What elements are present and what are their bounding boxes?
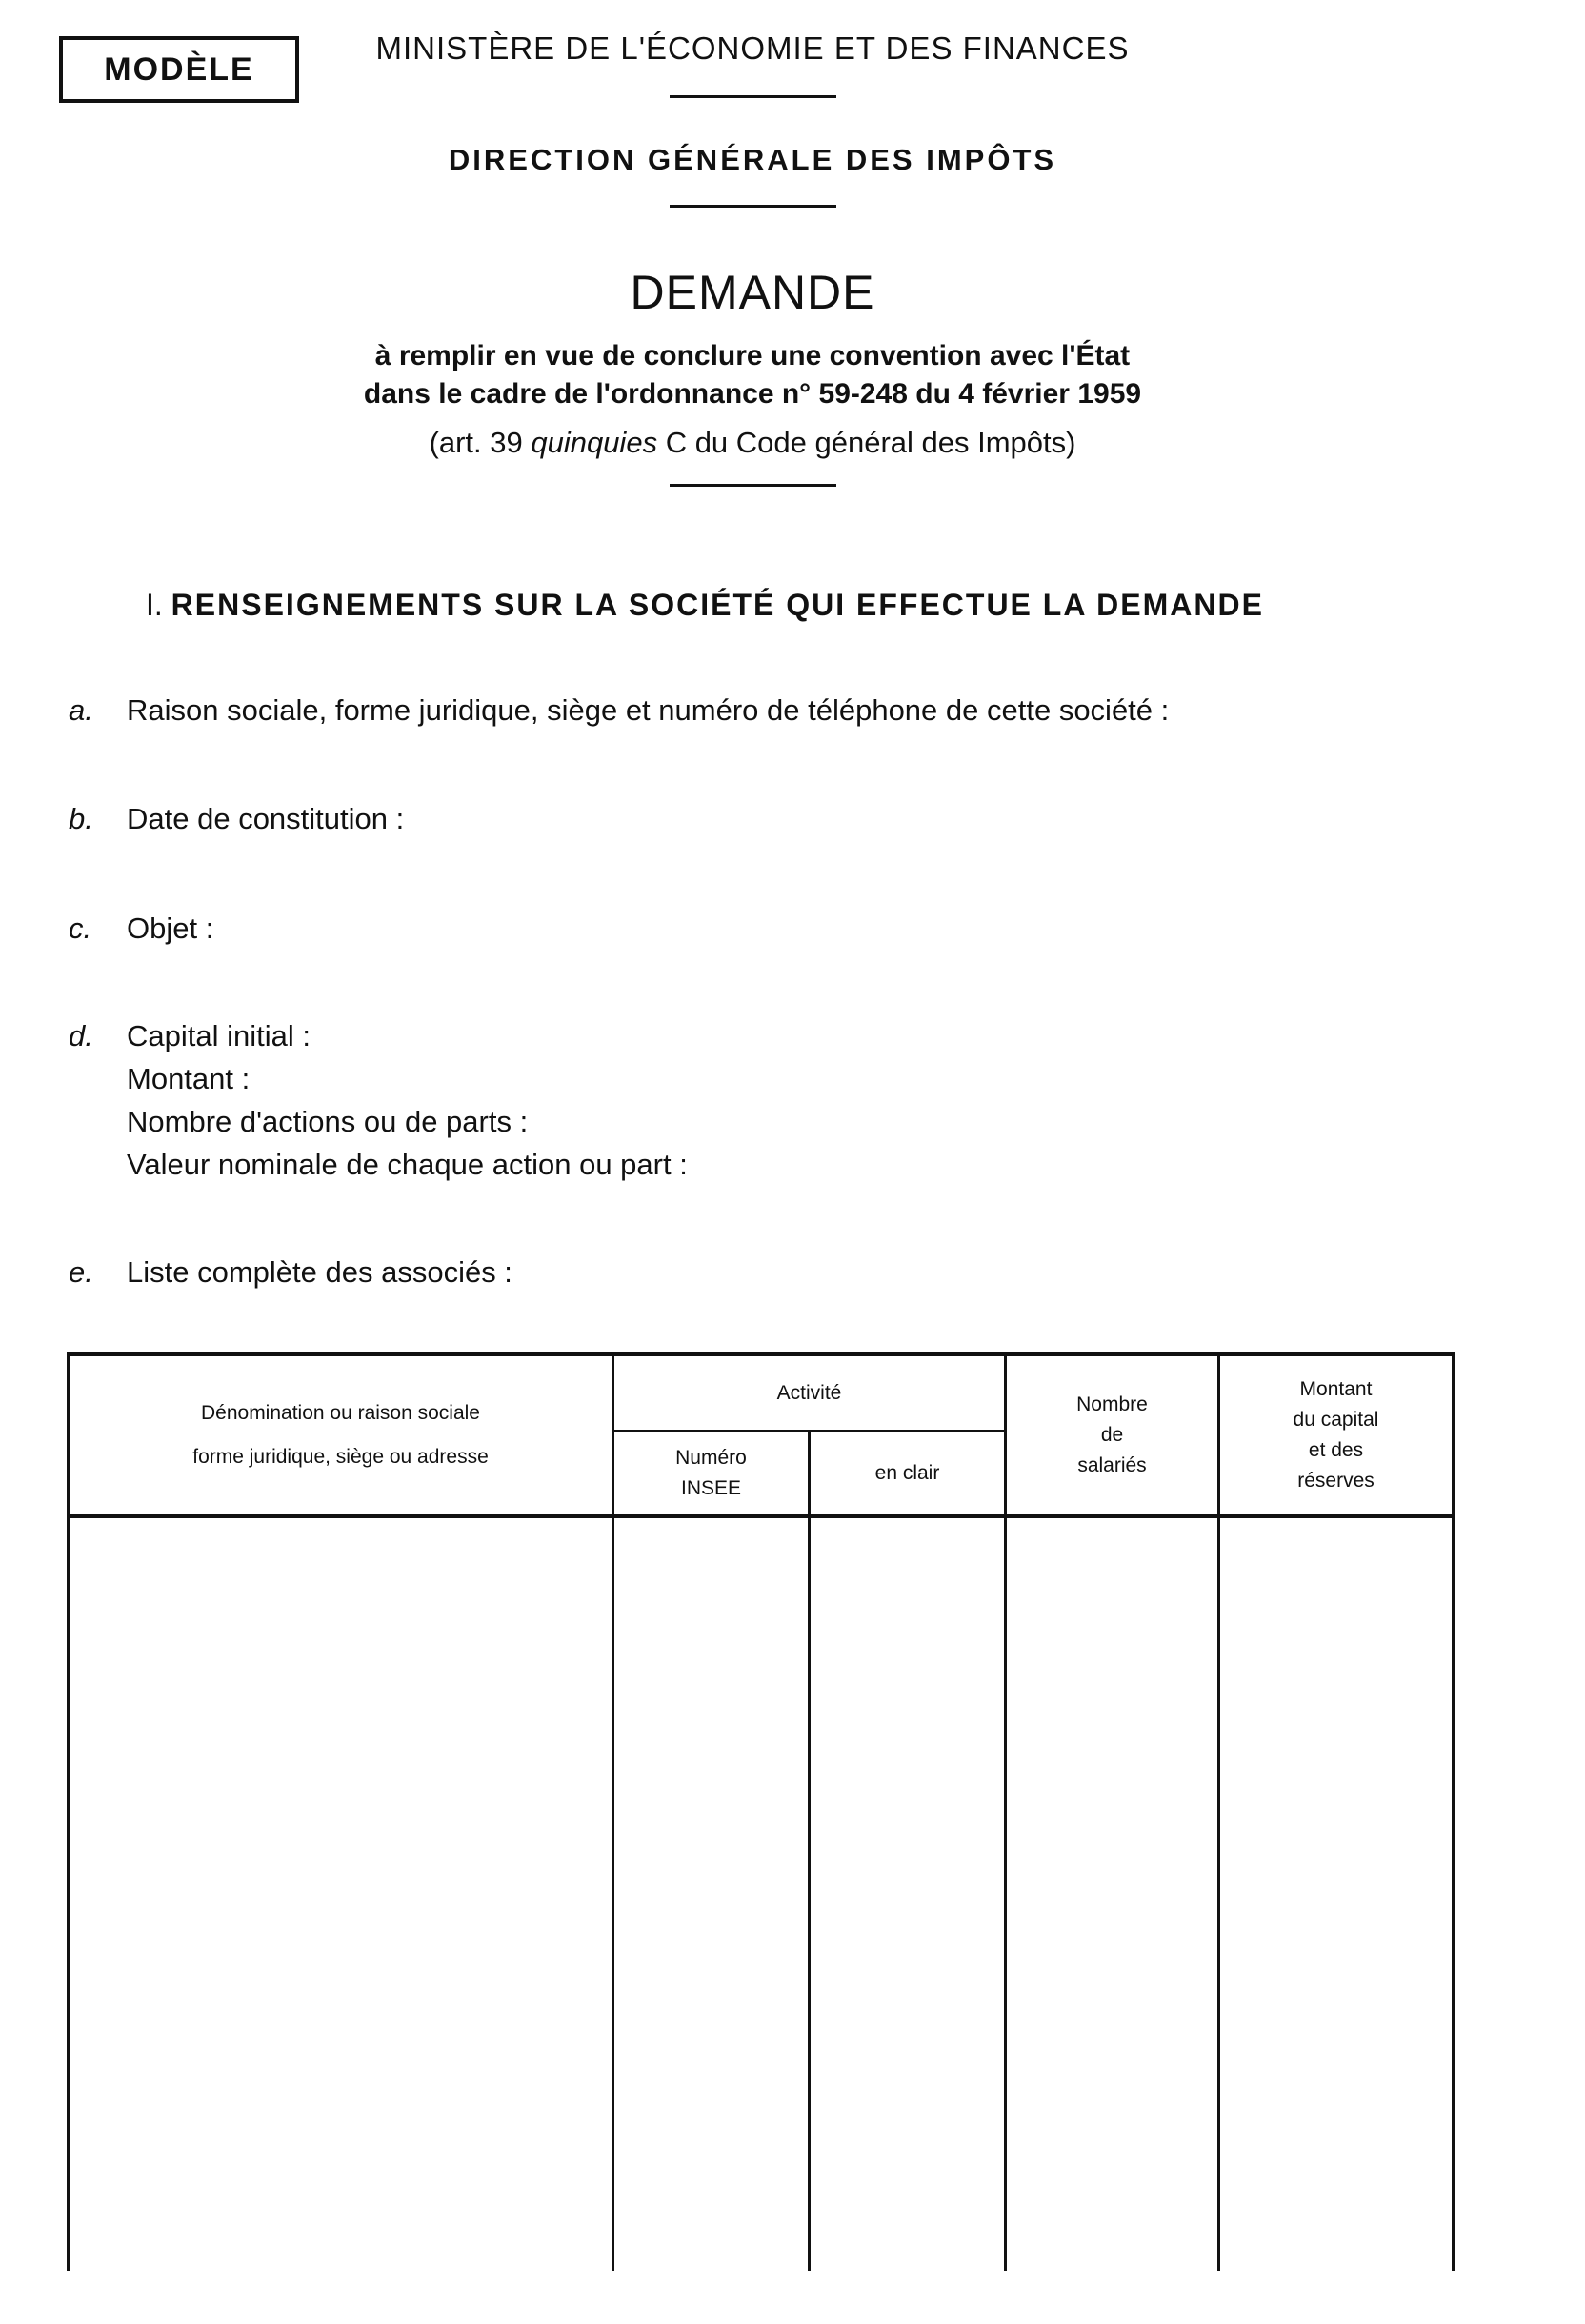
table-row [69,1516,1454,2271]
item-b-letter: b. [69,802,93,835]
header-numero-insee [613,1431,810,1516]
subtitle-line-3-italic: quinquies [531,426,658,459]
ministry-heading: MINISTÈRE DE L'ÉCONOMIE ET DES FINANCES [375,30,1130,66]
header-montant-line-1: Montant [1299,1378,1373,1400]
item-a-text: Raison sociale, forme juridique, siège et numéro de téléphone de cette société : [127,693,1170,727]
partners-table [67,1352,1455,2271]
header-nombre-line-3: salariés [1077,1454,1147,1476]
model-badge-label: MODÈLE [104,50,254,88]
header-montant-capital [1219,1354,1454,1516]
header-activite: Activité [613,1354,1006,1431]
item-b-text: Date de constitution : [127,802,405,835]
document-title: DEMANDE [630,266,875,319]
subtitle-line-2: dans le cadre de l'ordonnance n° 59-248 du 4 février 1959 [363,378,1142,410]
divider [670,205,836,208]
header-en-clair: en clair [810,1431,1006,1516]
cell-denomination[interactable] [69,1516,613,2271]
header-montant-line-2: du capital [1293,1409,1379,1431]
cell-montant-capital[interactable] [1219,1516,1454,2271]
item-d-letter: d. [69,1019,93,1052]
subtitle-line-1: à remplir en vue de conclure une convention avec l'État [374,340,1131,371]
section-title: RENSEIGNEMENTS SUR LA SOCIÉTÉ QUI EFFECTUE LA DEMANDE [171,588,1264,622]
direction-heading: DIRECTION GÉNÉRALE DES IMPÔTS [448,143,1057,176]
item-d-amount: Montant : [127,1062,251,1095]
header-nombre-line-1: Nombre [1076,1393,1148,1415]
header-nombre-line-2: de [1100,1424,1124,1446]
item-d-share-count: Nombre d'actions ou de parts : [127,1105,529,1138]
header-nombre-salaries [1006,1354,1219,1516]
item-e-text: Liste complète des associés : [127,1255,512,1289]
item-d-nominal-value: Valeur nominale de chaque action ou part : [127,1148,688,1181]
cell-en-clair[interactable] [810,1516,1006,2271]
header-denomination-line-2: forme juridique, siège ou adresse [192,1446,489,1468]
header-montant-line-3: et des [1308,1439,1364,1461]
header-montant-line-4: réserves [1297,1470,1374,1492]
subtitle-line-3 [0,426,1505,460]
divider [670,95,836,98]
divider [670,484,836,487]
item-c-text: Objet : [127,912,214,945]
item-d-text: Capital initial : [127,1019,311,1052]
cell-numero-insee[interactable] [613,1516,810,2271]
item-a-letter: a. [69,693,93,727]
cell-nombre-salaries[interactable] [1006,1516,1219,2271]
header-denomination [69,1354,613,1516]
subtitle-line-3-prefix: (art. 39 [429,426,523,459]
header-numero-line-2: INSEE [680,1476,742,1499]
section-heading [146,588,1264,623]
item-c-letter: c. [69,912,92,945]
header-numero-line-1: Numéro [675,1446,747,1469]
section-number: I. [146,588,163,622]
item-e-letter: e. [69,1255,93,1289]
subtitle-line-3-suffix: C du Code général des Impôts) [665,426,1076,459]
header-denomination-line-1: Dénomination ou raison sociale [200,1402,480,1424]
